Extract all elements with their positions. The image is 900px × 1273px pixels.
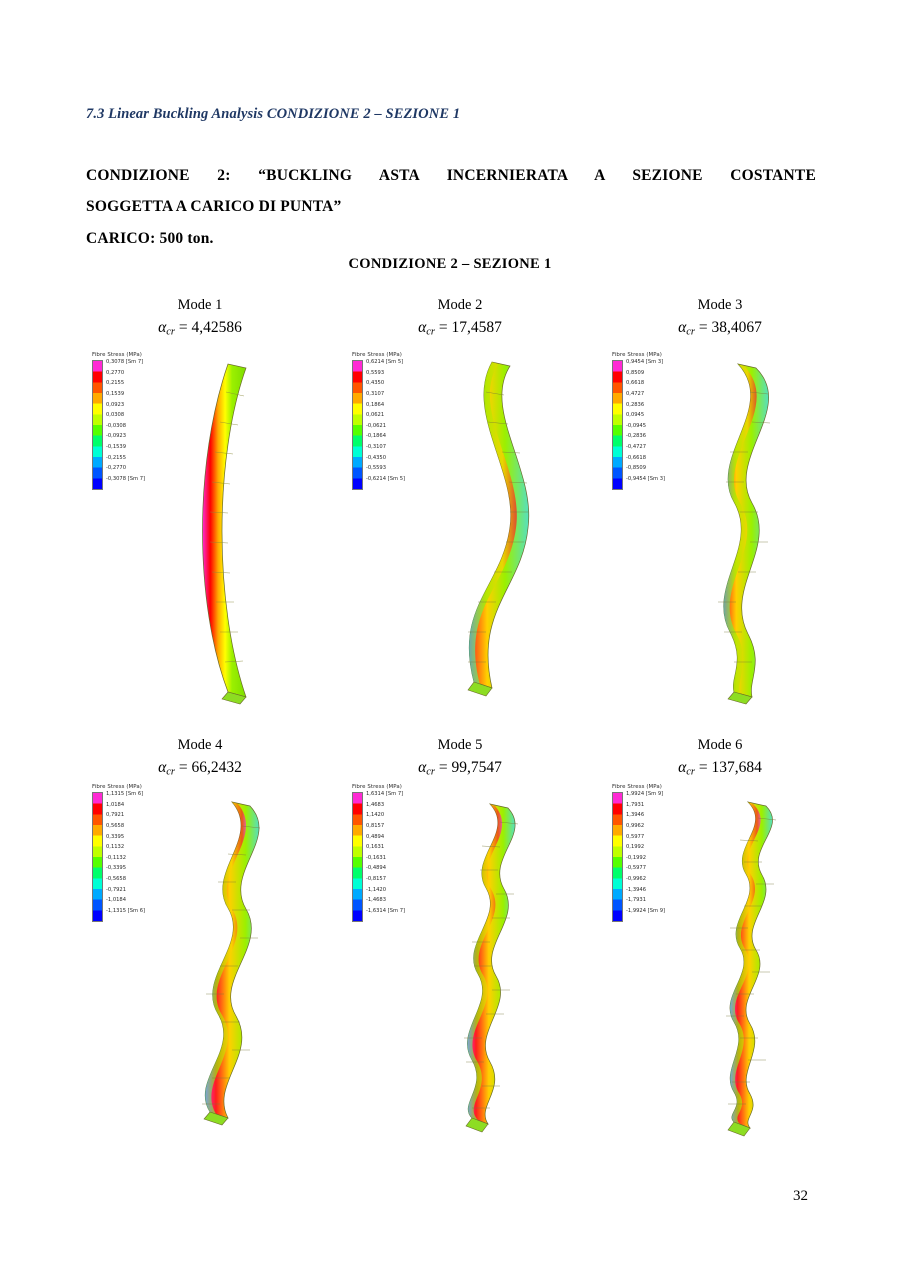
condition-line-2: SOGGETTA A CARICO DI PUNTA” [86, 198, 342, 215]
legend-tick: 0,4894 [366, 833, 385, 840]
buckling-shape-plot [690, 792, 820, 1152]
legend-colorbar [92, 792, 103, 922]
legend-tick: -1,7931 [626, 897, 647, 904]
legend-tick: 0,9454 [Sm 3] [626, 359, 664, 365]
legend-tick: -0,4350 [366, 454, 387, 461]
legend-tick: 0,1539 [106, 390, 125, 397]
legend-title: Fibre Stress (MPa) [352, 784, 403, 790]
legend-tick: 1,6314 [Sm 7] [366, 791, 404, 797]
legend-title: Fibre Stress (MPa) [612, 784, 663, 790]
alpha-value: = 99,7547 [438, 759, 502, 776]
mode-alpha [70, 317, 330, 344]
legend-tick-labels [626, 360, 665, 485]
alpha-value: = 17,4587 [438, 319, 502, 336]
mode-panel [70, 296, 330, 736]
legend-tick: 1,4683 [366, 801, 385, 808]
legend-tick: -1,4683 [366, 897, 387, 904]
legend-tick: 0,3395 [106, 833, 125, 840]
buckling-shape-plot [170, 352, 300, 722]
legend-tick: -1,1315 [Sm 6] [106, 908, 146, 915]
legend-tick: 0,1132 [106, 844, 125, 851]
alpha-subscript: cr [166, 766, 175, 778]
legend-tick: 1,9924 [Sm 9] [626, 791, 664, 797]
legend-tick-labels [366, 792, 405, 917]
mode-label: Mode 2 [437, 297, 483, 313]
legend-colorbar [612, 360, 623, 490]
legend-colorbar [92, 360, 103, 490]
legend-tick: -0,1132 [106, 854, 127, 861]
buckling-shape-plot [430, 352, 560, 722]
legend-tick: 0,5977 [626, 833, 645, 840]
legend-tick: -0,3078 [Sm 7] [106, 476, 146, 483]
alpha-symbol: α [418, 759, 427, 776]
legend-tick: -0,8157 [366, 876, 387, 883]
condition-line-1: CONDIZIONE 2: “BUCKLING ASTA INCERNIERATA A SEZIONE COSTANTE [86, 167, 816, 184]
modes-grid [70, 296, 850, 1136]
legend-tick: -0,5593 [366, 465, 387, 472]
legend-tick: -1,3946 [626, 886, 647, 893]
legend-tick: -0,2836 [626, 433, 647, 440]
legend-tick: -0,9962 [626, 876, 647, 883]
alpha-subscript: cr [686, 326, 695, 338]
legend-tick: -0,7921 [106, 886, 127, 893]
legend-tick: 0,9962 [626, 822, 645, 829]
legend-tick: -0,0621 [366, 422, 387, 429]
mode-alpha [590, 757, 850, 784]
legend-tick: 0,6214 [Sm 5] [366, 359, 404, 365]
legend-tick: 0,5593 [366, 369, 385, 376]
legend-tick: -0,2770 [106, 465, 127, 472]
legend-tick-labels [106, 360, 145, 485]
alpha-subscript: cr [426, 766, 435, 778]
mode-label: Mode 3 [697, 297, 743, 313]
section-heading: 7.3 Linear Buckling Analysis CONDIZIONE 2 – SEZIONE 1 [86, 106, 461, 122]
legend-tick: 0,0945 [626, 412, 645, 419]
legend-tick: -0,0945 [626, 422, 647, 429]
legend-tick: -0,6214 [Sm 5] [366, 476, 406, 483]
legend-tick: -0,0923 [106, 433, 127, 440]
load-line: CARICO: 500 ton. [86, 230, 214, 247]
mode-label: Mode 1 [177, 297, 223, 313]
legend-title: Fibre Stress (MPa) [92, 352, 143, 358]
legend-tick: -0,5977 [626, 865, 647, 872]
legend-tick: 0,8509 [626, 369, 645, 376]
mode-panel [70, 736, 330, 1136]
legend-tick: -0,8509 [626, 465, 647, 472]
alpha-value: = 38,4067 [698, 319, 762, 336]
legend-tick: -0,3395 [106, 865, 127, 872]
legend-title: Fibre Stress (MPa) [612, 352, 663, 358]
alpha-symbol: α [678, 759, 687, 776]
legend-tick: 1,7931 [626, 801, 645, 808]
legend-colorbar [352, 360, 363, 490]
legend-title: Fibre Stress (MPa) [352, 352, 403, 358]
alpha-value: = 137,684 [698, 759, 762, 776]
legend-tick: -0,3107 [366, 444, 387, 451]
buckling-shape-plot [170, 792, 300, 1152]
legend-colorbar [612, 792, 623, 922]
mode-alpha [590, 317, 850, 344]
alpha-symbol: α [158, 759, 167, 776]
alpha-symbol: α [678, 319, 687, 336]
mode-panel [590, 736, 850, 1136]
legend-tick-labels [626, 792, 665, 917]
legend-tick: 0,6618 [626, 380, 645, 387]
legend-tick: -0,9454 [Sm 3] [626, 476, 666, 483]
alpha-subscript: cr [426, 326, 435, 338]
buckling-shape-plot [690, 352, 820, 722]
legend-tick: 1,1420 [366, 812, 385, 819]
legend-tick: -1,9924 [Sm 9] [626, 908, 666, 915]
legend-tick: 0,3107 [366, 390, 385, 397]
alpha-subscript: cr [686, 766, 695, 778]
legend-tick: -0,4727 [626, 444, 647, 451]
legend-tick: -0,0308 [106, 422, 127, 429]
mode-panel [330, 736, 590, 1136]
legend-tick: 0,4350 [366, 380, 385, 387]
legend-tick: 0,2836 [626, 401, 645, 408]
legend-tick: 0,2155 [106, 380, 125, 387]
alpha-subscript: cr [166, 326, 175, 338]
mode-alpha [330, 757, 590, 784]
legend-tick: -0,1864 [366, 433, 387, 440]
legend-title: Fibre Stress (MPa) [92, 784, 143, 790]
condition-paragraph [86, 160, 816, 254]
mode-label: Mode 4 [177, 737, 223, 753]
alpha-symbol: α [418, 319, 427, 336]
legend-tick-labels [106, 792, 145, 917]
mode-label: Mode 6 [697, 737, 743, 753]
legend-tick: -0,1539 [106, 444, 127, 451]
mode-alpha [70, 757, 330, 784]
legend-tick: 0,8157 [366, 822, 385, 829]
figure-title: CONDIZIONE 2 – SEZIONE 1 [348, 256, 552, 272]
legend-tick: 0,7921 [106, 812, 125, 819]
legend-tick: -1,6314 [Sm 7] [366, 908, 406, 915]
legend-tick: -0,2155 [106, 454, 127, 461]
legend-colorbar [352, 792, 363, 922]
mode-alpha [330, 317, 590, 344]
legend-tick: 0,1864 [366, 401, 385, 408]
alpha-symbol: α [158, 319, 167, 336]
legend-tick: 0,1992 [626, 844, 645, 851]
mode-panel [330, 296, 590, 736]
legend-tick: -1,1420 [366, 886, 387, 893]
legend-tick: -0,1992 [626, 854, 647, 861]
legend-tick: -0,6618 [626, 454, 647, 461]
legend-tick-labels [366, 360, 405, 485]
legend-tick: 0,3078 [Sm 7] [106, 359, 144, 365]
legend-tick: -0,4894 [366, 865, 387, 872]
legend-tick: -0,5658 [106, 876, 127, 883]
alpha-value: = 66,2432 [178, 759, 242, 776]
legend-tick: 1,0184 [106, 801, 125, 808]
page-number: 32 [793, 1188, 808, 1204]
legend-tick: 0,1631 [366, 844, 385, 851]
legend-tick: 0,5658 [106, 822, 125, 829]
mode-panel [590, 296, 850, 736]
legend-tick: 1,1315 [Sm 6] [106, 791, 144, 797]
legend-tick: 1,3946 [626, 812, 645, 819]
legend-tick: 0,4727 [626, 390, 645, 397]
legend-tick: 0,0923 [106, 401, 125, 408]
legend-tick: -1,0184 [106, 897, 127, 904]
mode-label: Mode 5 [437, 737, 483, 753]
legend-tick: 0,0308 [106, 412, 125, 419]
buckling-shape-plot [430, 792, 560, 1152]
legend-tick: -0,1631 [366, 854, 387, 861]
legend-tick: 0,0621 [366, 412, 385, 419]
legend-tick: 0,2770 [106, 369, 125, 376]
alpha-value: = 4,42586 [178, 319, 242, 336]
